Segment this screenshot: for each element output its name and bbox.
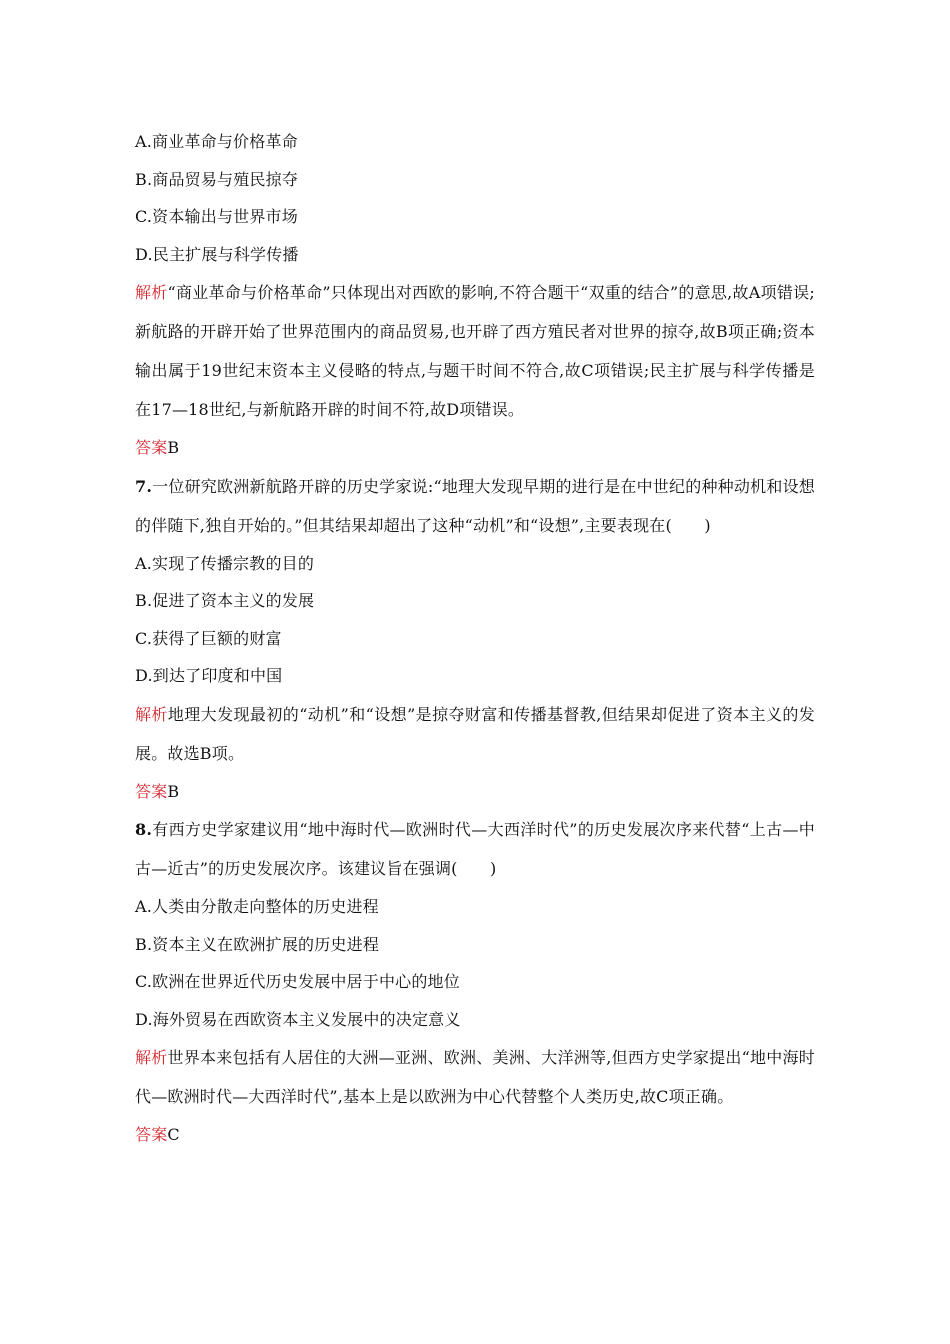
question-number: 7. [135, 476, 153, 496]
question-8 [135, 810, 815, 1154]
question-text: 一位研究欧洲新航路开辟的历史学家说:“地理大发现早期的进行是在中世纪的种种动机和设想的伴随下,独自开始的。”但其结果却超出了这种“动机”和“设想”,主要表现在( ) [135, 476, 815, 535]
answer-label: 答案 [135, 1125, 168, 1144]
analysis-text: “商业革命与价格革命”只体现出对西欧的影响,不符合题干“双重的结合”的意思,故A项错误;新航路的开辟开始了世界范围内的商品贸易,也开辟了西方殖民者对世界的掠夺,故B项正确;资本输出属于19世纪末资本主义侵略的特点,与题干时间不符合,故C项错误;民主扩展与科学传播是在17—18世纪,与新航路开辟的时间不符,故D项错误。 [135, 283, 816, 419]
option-c: C.欧洲在世界近代历史发展中居于中心的地位 [135, 972, 460, 991]
option-b: B.资本主义在欧洲扩展的历史进程 [135, 934, 380, 954]
answer-value: B [167, 781, 180, 801]
analysis-text: 地理大发现最初的“动机”和“设想”是掠夺财富和传播基督教,但结果却促进了资本主义的发展。故选B项。 [135, 704, 815, 763]
analysis [135, 273, 815, 429]
question-number: 8. [135, 820, 153, 839]
option-d: D.民主扩展与科学传播 [135, 244, 299, 264]
answer-label: 答案 [135, 438, 168, 457]
question-stem [135, 810, 815, 888]
option-c: C.获得了巨额的财富 [135, 628, 282, 648]
answer [135, 429, 815, 467]
option-c: C.资本输出与世界市场 [135, 207, 298, 226]
analysis-label: 解析 [135, 704, 168, 724]
option-a: A.人类由分散走向整体的历史进程 [135, 897, 379, 916]
option-b: B.促进了资本主义的发展 [135, 591, 315, 610]
option-a: A.商业革命与价格革命 [135, 132, 298, 151]
answer-value: B [167, 438, 180, 457]
question-stem [135, 467, 815, 545]
option-a: A.实现了传播宗教的目的 [135, 553, 315, 573]
question-text: 有西方史学家建议用“地中海时代—欧洲时代—大西洋时代”的历史发展次序来代替“上古—中古—近古”的历史发展次序。该建议旨在强调( ) [135, 820, 815, 878]
option-d: D.到达了印度和中国 [135, 666, 283, 685]
analysis [135, 695, 815, 773]
option-b: B.商品贸易与殖民掠夺 [135, 169, 299, 189]
answer [135, 773, 815, 811]
analysis-label: 解析 [135, 1048, 168, 1067]
analysis-text: 世界本来包括有人居住的大洲—亚洲、欧洲、美洲、大洋洲等,但西方史学家提出“地中海时代—欧洲时代—大西洋时代”,基本上是以欧洲为中心代替整个人类历史,故C项正确。 [135, 1048, 816, 1106]
option-d: D.海外贸易在西欧资本主义发展中的决定意义 [135, 1009, 461, 1029]
answer [135, 1116, 815, 1154]
answer-label: 答案 [135, 781, 168, 801]
analysis [135, 1038, 815, 1116]
question-6 [135, 123, 815, 467]
question-7 [135, 467, 815, 811]
analysis-label: 解析 [135, 283, 168, 302]
answer-value: C [167, 1125, 180, 1144]
